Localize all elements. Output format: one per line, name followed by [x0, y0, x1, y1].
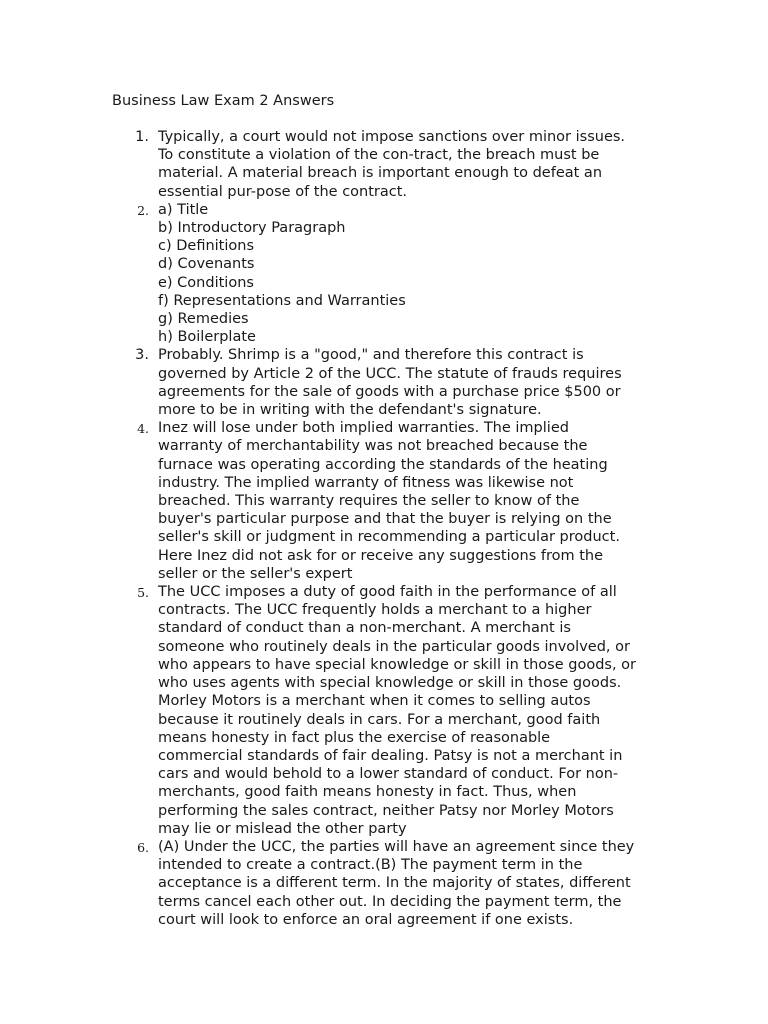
answer-text-line: The UCC imposes a duty of good faith in the performance of all — [158, 584, 617, 601]
answer-text-line: g) Remedies — [158, 311, 249, 328]
answer-text-line: furnace was operating according the standards of the heating — [158, 456, 608, 473]
answer-text-line: Probably. Shrimp is a "good," and therefore this contract is — [158, 347, 584, 364]
answer-item-6 — [112, 838, 635, 929]
answer-text-line: c) Definitions — [158, 238, 255, 255]
answer-text-line: someone who routinely deals in the particular goods involved, or — [158, 638, 630, 655]
answer-text-line: h) Boilerplate — [158, 329, 256, 346]
answer-text-line: breached. This warranty requires the seller to know of the — [158, 493, 580, 510]
answer-text-line: To constitute a violation of the con-tract, the breach must be — [158, 147, 600, 164]
answer-text-line: Morley Motors is a merchant when it comes to selling autos — [158, 693, 591, 710]
answer-text-line: f) Representations and Warranties — [158, 292, 406, 309]
answer-text-line: seller's skill or judgment in recommending a particular product. — [158, 529, 620, 546]
answer-text-line: more to be in writing with the defendant's signature. — [158, 402, 542, 419]
answer-text-line: industry. The implied warranty of fitness was likewise not — [158, 474, 574, 491]
answer-text-line: material. A material breach is important enough to defeat an — [158, 165, 603, 182]
answer-text-line: because it routinely deals in cars. For a merchant, good faith — [158, 711, 601, 728]
answer-text-line: terms cancel each other out. In deciding the payment term, the — [158, 893, 622, 910]
answer-text-line: who appears to have special knowledge or skill in those goods, or — [158, 656, 637, 673]
answer-text-line: b) Introductory Paragraph — [158, 220, 346, 237]
answer-number: 3. — [135, 347, 149, 364]
answer-text-line: agreements for the sale of goods with a purchase price $500 or — [158, 383, 621, 400]
answer-text-line: acceptance is a different term. In the majority of states, different — [158, 875, 631, 892]
answer-text-line: essential pur-pose of the contract. — [158, 183, 408, 200]
answer-item-5 — [112, 583, 637, 838]
answer-text-line: commercial standards of fair dealing. Patsy is not a merchant in — [158, 747, 623, 764]
answer-text-line: standard of conduct than a non-merchant. A merchant is — [158, 620, 571, 637]
answer-text-line: may lie or mislead the other party — [158, 820, 407, 837]
answer-text-line: performing the sales contract, neither Patsy nor Morley Motors — [158, 802, 614, 819]
document-title: Business Law Exam 2 Answers — [112, 93, 335, 109]
answer-text-line: Here Inez did not ask for or receive any suggestions from the — [158, 547, 604, 564]
answer-item-2 — [112, 201, 632, 347]
answer-text-line: merchants, good faith means honesty in fact. Thus, when — [158, 784, 577, 801]
answer-number: 4. — [137, 421, 149, 437]
answer-text-line: Inez will lose under both implied warranties. The implied — [158, 420, 569, 437]
answer-number: 2. — [137, 202, 149, 218]
answer-text-line: d) Covenants — [158, 256, 255, 273]
answer-item-4 — [112, 419, 632, 583]
answer-text-line: contracts. The UCC frequently holds a merchant to a higher — [158, 602, 592, 619]
answer-text-line: buyer's particular purpose and that the buyer is relying on the — [158, 511, 612, 528]
answer-text-line: e) Conditions — [158, 274, 254, 291]
answer-text-line: intended to create a contract.(B) The payment term in the — [158, 857, 583, 874]
answer-item-1 — [112, 128, 632, 201]
answer-text-line: (A) Under the UCC, the parties will have an agreement since they — [158, 838, 635, 855]
answer-number: 5. — [137, 585, 149, 601]
answer-text-line: a) Title — [158, 201, 209, 218]
answer-number: 1. — [135, 129, 149, 145]
answer-text-line: Typically, a court would not impose sanctions over minor issues. — [158, 129, 626, 145]
answer-number: 6. — [137, 839, 149, 855]
answer-text-line: warranty of merchantability was not breached because the — [158, 438, 588, 455]
answer-text-line: governed by Article 2 of the UCC. The statute of frauds requires — [158, 365, 622, 382]
answer-list — [112, 128, 637, 929]
answer-text-line: who uses agents with special knowledge or skill in those goods. — [158, 675, 622, 692]
answer-text-line: means honesty in fact plus the exercise of reasonable — [158, 729, 551, 746]
answer-text-line: court will look to enforce an oral agreement if one exists. — [158, 911, 574, 928]
answer-text-line: seller or the seller's expert — [158, 565, 353, 582]
answer-text-line: cars and would behold to a lower standard of conduct. For non- — [158, 766, 619, 783]
answer-item-3 — [112, 346, 632, 419]
